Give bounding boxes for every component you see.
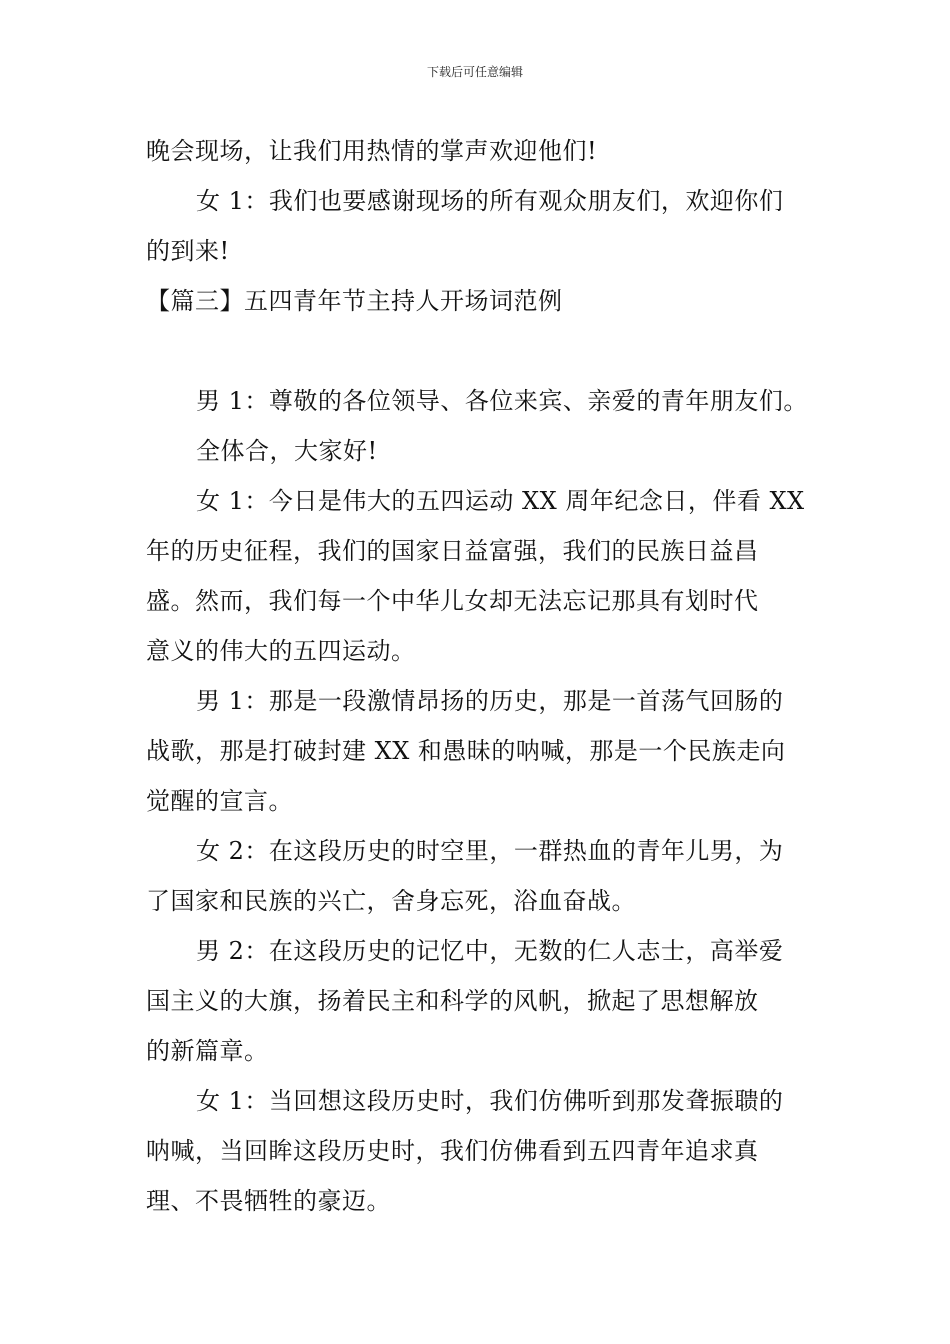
paragraph-line: 的新篇章。: [146, 1037, 269, 1065]
paragraph-line: 女 1：当回想这段历史时，我们仿佛听到那发聋振聩的: [196, 1087, 784, 1115]
paragraph-line: 全体合，大家好!: [196, 437, 378, 465]
paragraph-line: 女 2：在这段历史的时空里，一群热血的青年儿男，为: [196, 837, 784, 865]
paragraph-line: 年的历史征程，我们的国家日益富强，我们的民族日益昌: [146, 537, 759, 565]
paragraph-line: 意义的伟大的五四运动。: [146, 637, 416, 665]
section-heading: 【篇三】五四青年节主持人开场词范例: [146, 287, 563, 315]
paragraph-line: 了国家和民族的兴亡，舍身忘死，浴血奋战。: [146, 887, 636, 915]
paragraph-line: 战歌，那是打破封建 XX 和愚昧的呐喊，那是一个民族走向: [146, 737, 786, 765]
header-note: 下载后可任意编辑: [426, 65, 523, 79]
paragraph-line: 女 1：今日是伟大的五四运动 XX 周年纪念日，伴看 XX: [196, 487, 805, 515]
paragraph-line: 觉醒的宣言。: [146, 787, 293, 815]
document-body: [146, 126, 811, 1226]
paragraph-line: 男 2：在这段历史的记忆中，无数的仁人志士，高举爱: [196, 937, 784, 965]
paragraph-line: 女 1：我们也要感谢现场的所有观众朋友们，欢迎你们: [196, 187, 784, 215]
paragraph-line: 男 1：尊敬的各位领导、各位来宾、亲爱的青年朋友们。: [196, 387, 808, 415]
paragraph-line: 晚会现场，让我们用热情的掌声欢迎他们!: [146, 137, 598, 165]
paragraph-line: 理、不畏牺牲的豪迈。: [146, 1187, 391, 1215]
blank-line: [146, 326, 811, 376]
paragraph-line: 的到来!: [146, 237, 230, 265]
paragraph-line: 男 1：那是一段激情昂扬的历史，那是一首荡气回肠的: [196, 687, 784, 715]
paragraph-line: 盛。然而，我们每一个中华儿女却无法忘记那具有划时代: [146, 587, 759, 615]
paragraph-line: 呐喊，当回眸这段历史时，我们仿佛看到五四青年追求真: [146, 1137, 759, 1165]
paragraph-line: 国主义的大旗，扬着民主和科学的风帆，掀起了思想解放: [146, 987, 759, 1015]
